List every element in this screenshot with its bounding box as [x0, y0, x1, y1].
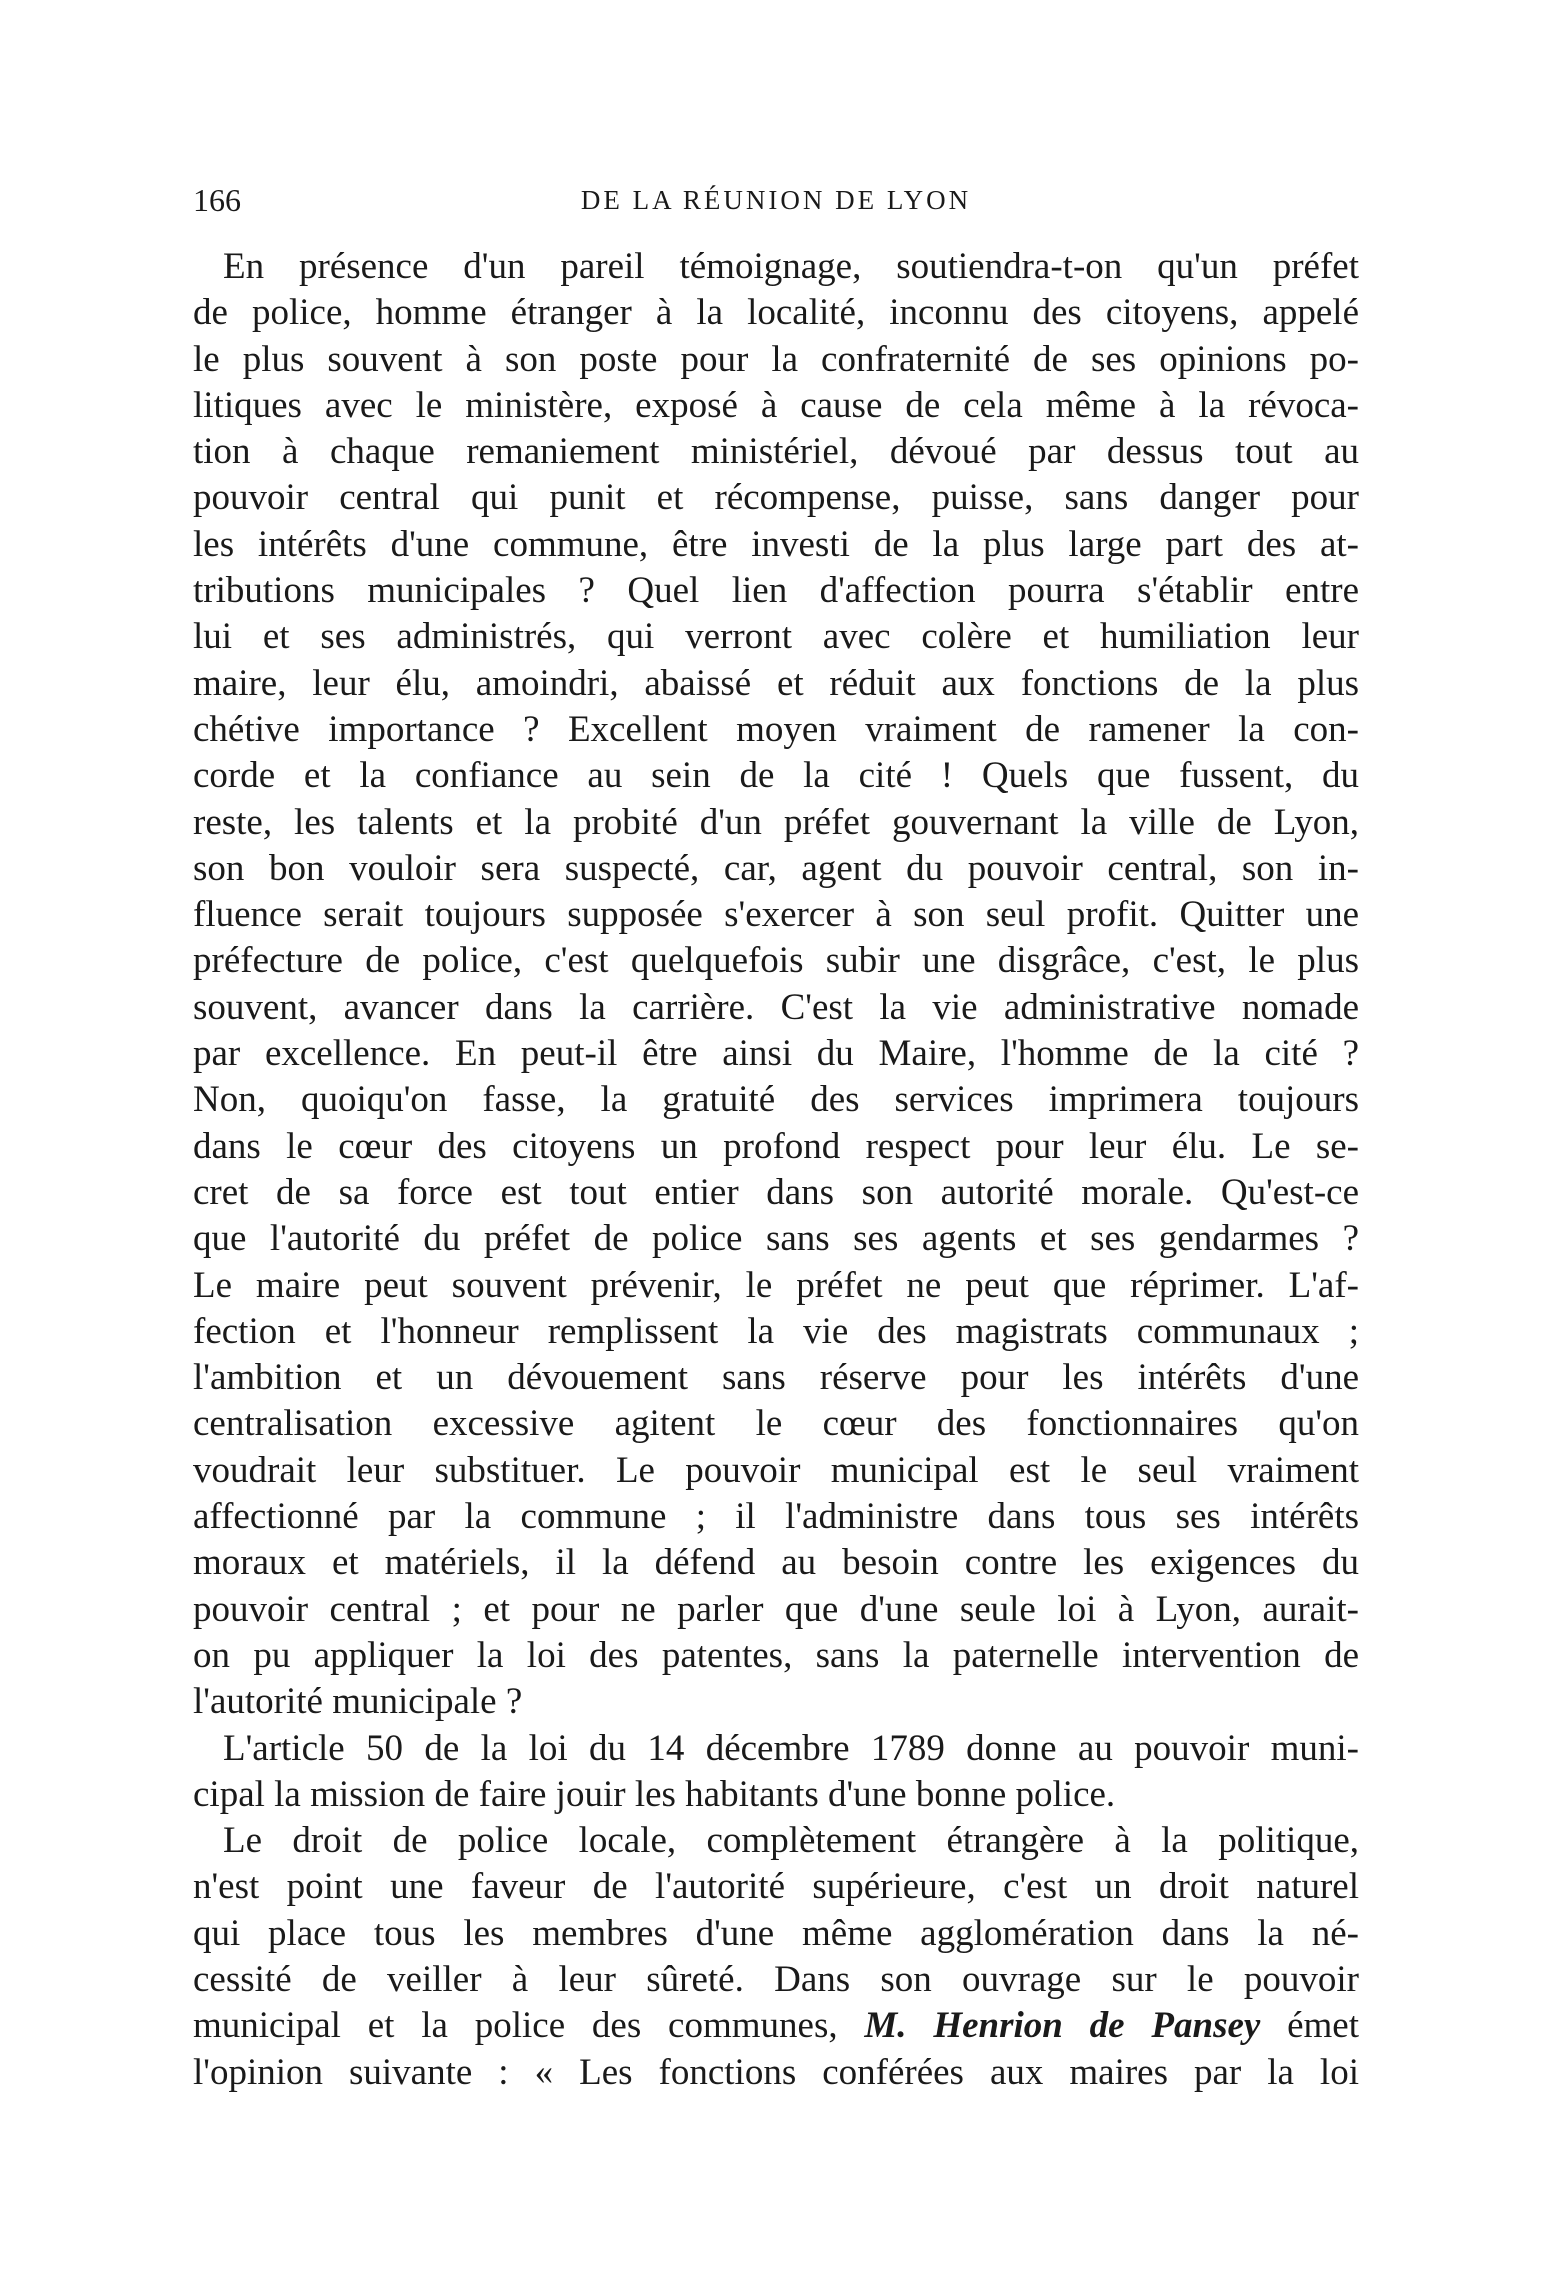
- text-line: fluence serait toujours supposée s'exercer à son seul profit. Quitter une: [193, 894, 1359, 936]
- text-line: centralisation excessive agitent le cœur des fonctionnaires qu'on: [193, 1403, 1359, 1445]
- text-line: les intérêts d'une commune, être investi de la plus large part des at-: [193, 523, 1359, 565]
- text-line: litiques avec le ministère, exposé à cause de cela même à la révoca-: [193, 384, 1359, 426]
- text-line: son bon vouloir sera suspecté, car, agent du pouvoir central, son in-: [193, 847, 1359, 889]
- text-line: pouvoir central qui punit et récompense, puisse, sans danger pour: [193, 477, 1359, 519]
- text-line: maire, leur élu, amoindri, abaissé et réduit aux fonctions de la plus: [193, 662, 1359, 704]
- text-line: souvent, avancer dans la carrière. C'est la vie administrative nomade: [193, 986, 1359, 1028]
- text-line: que l'autorité du préfet de police sans ses agents et ses gendarmes ?: [193, 1218, 1359, 1260]
- text-line-with-italic: [193, 2003, 1359, 2049]
- running-head: [193, 178, 1359, 222]
- text-segment: municipal et la police des communes,: [193, 2005, 865, 2047]
- text-line: Non, quoiqu'on fasse, la gratuité des services imprimera toujours: [193, 1079, 1359, 1121]
- page-number: 166: [193, 182, 241, 218]
- text-line: de police, homme étranger à la localité, inconnu des citoyens, appelé: [193, 292, 1359, 334]
- text-line: qui place tous les membres d'une même agglomération dans la né-: [193, 1912, 1359, 1954]
- text-line: n'est point une faveur de l'autorité supérieure, c'est un droit naturel: [193, 1866, 1359, 1908]
- author-name-italic: M. Henrion de Pansey: [864, 2005, 1261, 2047]
- running-title: DE LA RÉUNION DE LYON: [580, 185, 972, 215]
- text-line: Le maire peut souvent prévenir, le préfet ne peut que réprimer. L'af-: [193, 1264, 1359, 1306]
- text-line: tion à chaque remaniement ministériel, dévoué par dessus tout au: [193, 431, 1359, 473]
- text-line: cipal la mission de faire jouir les habitants d'une bonne police.: [193, 1773, 1116, 1815]
- text-line: par excellence. En peut-il être ainsi du Maire, l'homme de la cité ?: [193, 1033, 1359, 1075]
- text-line: Le droit de police locale, complètement étrangère à la politique,: [223, 1820, 1359, 1862]
- text-line: moraux et matériels, il la défend au besoin contre les exigences du: [193, 1542, 1359, 1584]
- text-line: pouvoir central ; et pour ne parler que d'une seule loi à Lyon, aurait-: [193, 1588, 1359, 1630]
- text-line: cessité de veiller à leur sûreté. Dans son ouvrage sur le pouvoir: [193, 1958, 1359, 2000]
- body-text: [193, 244, 1359, 2096]
- text-line: corde et la confiance au sein de la cité ! Quels que fussent, du: [193, 755, 1359, 797]
- text-line: reste, les talents et la probité d'un préfet gouvernant la ville de Lyon,: [193, 801, 1359, 843]
- text-line: l'ambition et un dévouement sans réserve pour les intérêts d'une: [193, 1357, 1359, 1399]
- text-line: chétive importance ? Excellent moyen vraiment de ramener la con-: [193, 708, 1359, 750]
- text-line: dans le cœur des citoyens un profond respect pour leur élu. Le se-: [193, 1125, 1359, 1167]
- text-line: L'article 50 de la loi du 14 décembre 1789 donne au pouvoir muni-: [223, 1727, 1359, 1769]
- text-line: affectionné par la commune ; il l'administre dans tous ses intérêts: [193, 1496, 1359, 1538]
- text-line: l'opinion suivante : « Les fonctions conférées aux maires par la loi: [193, 2051, 1359, 2093]
- text-line: le plus souvent à son poste pour la confraternité de ses opinions po-: [193, 338, 1359, 380]
- text-line: lui et ses administrés, qui verront avec colère et humiliation leur: [193, 616, 1359, 658]
- text-line: tributions municipales ? Quel lien d'affection pourra s'établir entre: [193, 570, 1359, 612]
- text-line: cret de sa force est tout entier dans son autorité morale. Qu'est-ce: [193, 1171, 1359, 1213]
- text-line: préfecture de police, c'est quelquefois subir une disgrâce, c'est, le plus: [193, 940, 1359, 982]
- text-line: En présence d'un pareil témoignage, soutiendra-t-on qu'un préfet: [223, 246, 1359, 287]
- text-line: on pu appliquer la loi des patentes, sans la paternelle intervention de: [193, 1634, 1359, 1676]
- text-line: fection et l'honneur remplissent la vie des magistrats communaux ;: [193, 1310, 1359, 1352]
- text-line: voudrait leur substituer. Le pouvoir municipal est le seul vraiment: [193, 1449, 1359, 1491]
- text-line: l'autorité municipale ?: [193, 1681, 523, 1723]
- text-segment: émet: [1260, 2005, 1360, 2047]
